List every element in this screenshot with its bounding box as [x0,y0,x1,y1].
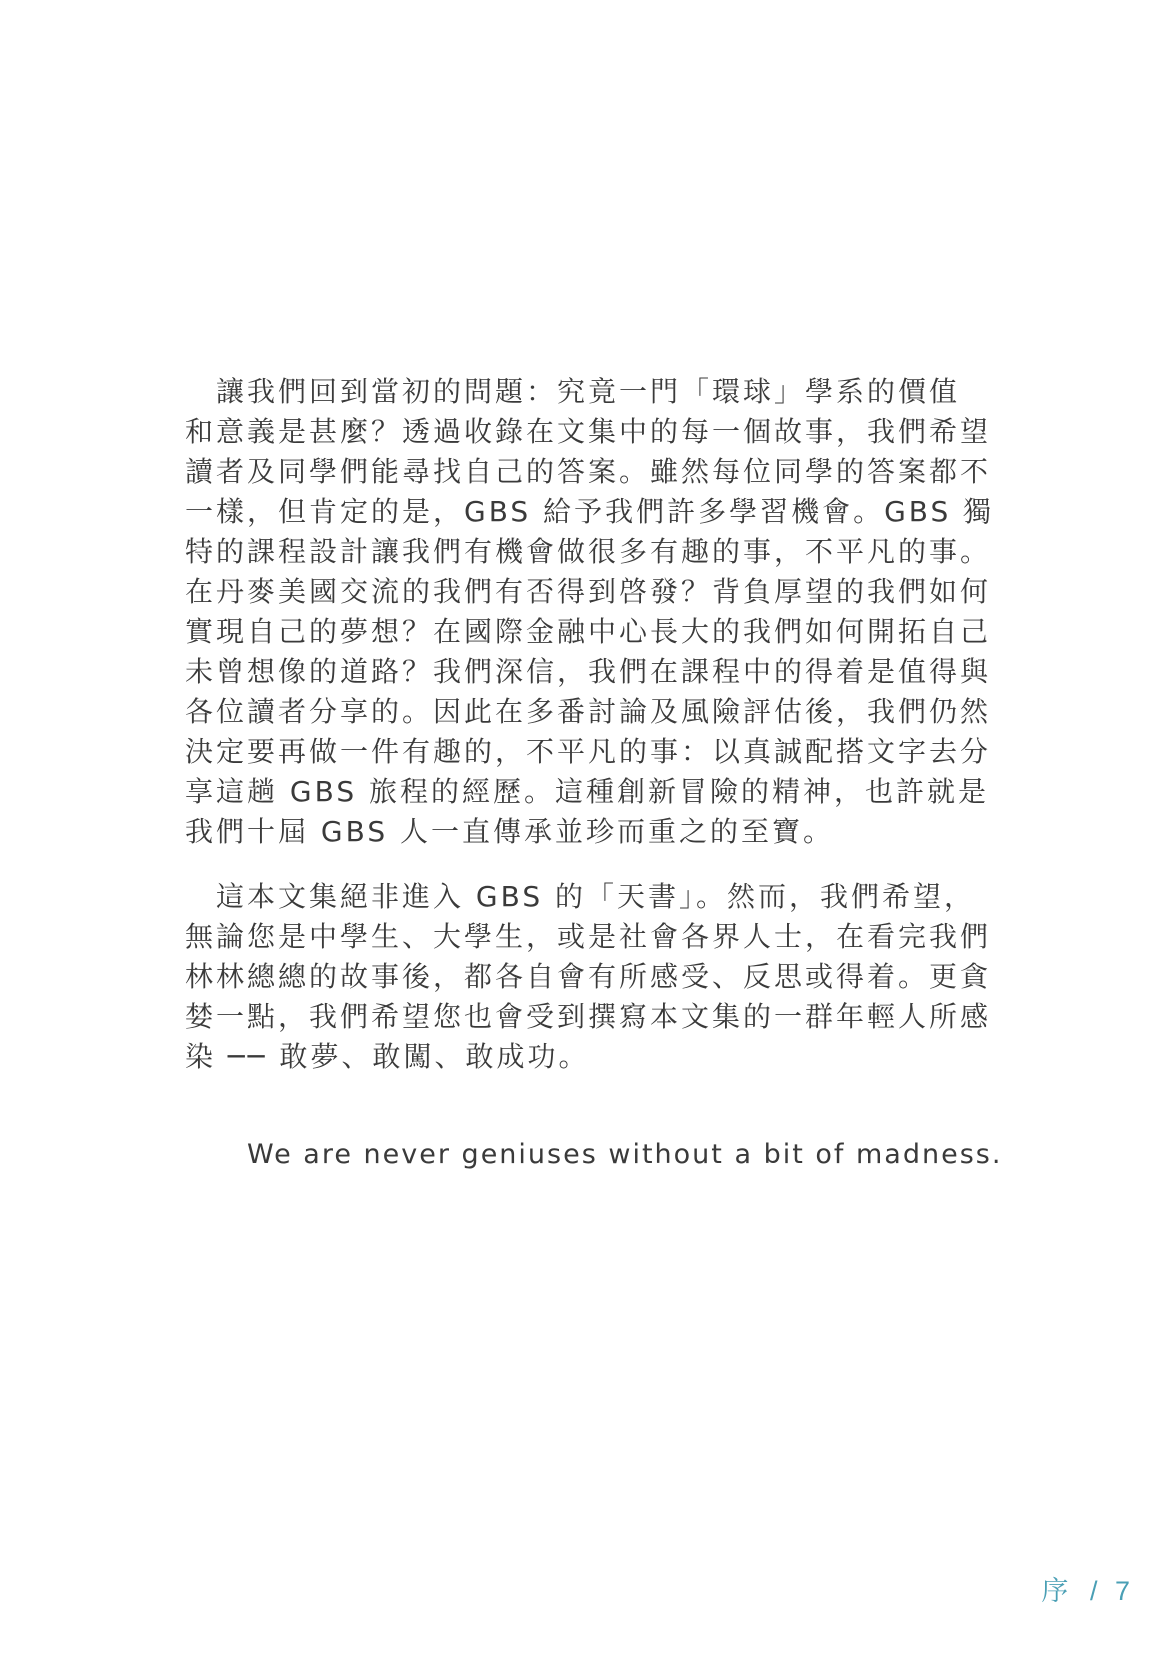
paragraph-line: 未曾想像的道路？我們深信，我們在課程中的得着是值得與 [185,655,992,688]
paragraph-line: 享這趟 GBS 旅程的經歷。這種創新冒險的精神，也許就是 [185,775,989,808]
paragraph-line: 在丹麥美國交流的我們有否得到啓發？背負厚望的我們如何 [185,575,992,608]
paragraph-line: 婪一點，我們希望您也會受到撰寫本文集的一群年輕人所感 [185,1000,992,1033]
closing-motto: We are never geniuses without a bit of madness. [247,1139,1003,1170]
section-label: 序 [1041,1576,1069,1606]
paragraph-line: 染 ── 敢夢、敢闖、敢成功。 [185,1040,590,1073]
paragraph-line: 林林總總的故事後，都各自會有所感受、反思或得着。更貪 [185,960,992,993]
page-number: 7 [1114,1576,1130,1606]
footer-separator: / [1089,1576,1098,1606]
paragraph-line: 一樣，但肯定的是，GBS 給予我們許多學習機會。GBS 獨 [185,495,995,528]
paragraph-line: 和意義是甚麼？透過收錄在文集中的每一個故事，我們希望 [185,415,992,448]
paragraph-line: 實現自己的夢想？在國際金融中心長大的我們如何開拓自己 [185,615,992,648]
paragraph-line: 決定要再做一件有趣的，不平凡的事：以真誠配搭文字去分 [185,735,992,768]
paragraph-line: 讀者及同學們能尋找自己的答案。雖然每位同學的答案都不 [185,455,992,488]
paragraph-2 [185,877,992,1077]
paragraph-line: 這本文集絕非進入 GBS 的「天書」。然而，我們希望， [185,880,975,913]
paragraph-line: 讓我們回到當初的問題：究竟一門「環球」學系的價值 [185,375,961,408]
paragraph-line: 各位讀者分享的。因此在多番討論及風險評估後，我們仍然 [185,695,992,728]
body-text [185,372,995,1077]
paragraph-spacer [185,852,985,877]
paragraph-1 [185,372,995,852]
paragraph-line: 特的課程設計讓我們有機會做很多有趣的事，不平凡的事。 [185,535,992,568]
paragraph-line: 無論您是中學生、大學生，或是社會各界人士，在看完我們 [185,920,992,953]
page-footer [1041,1571,1130,1611]
paragraph-line: 我們十屆 GBS 人一直傳承並珍而重之的至寶。 [185,815,834,848]
